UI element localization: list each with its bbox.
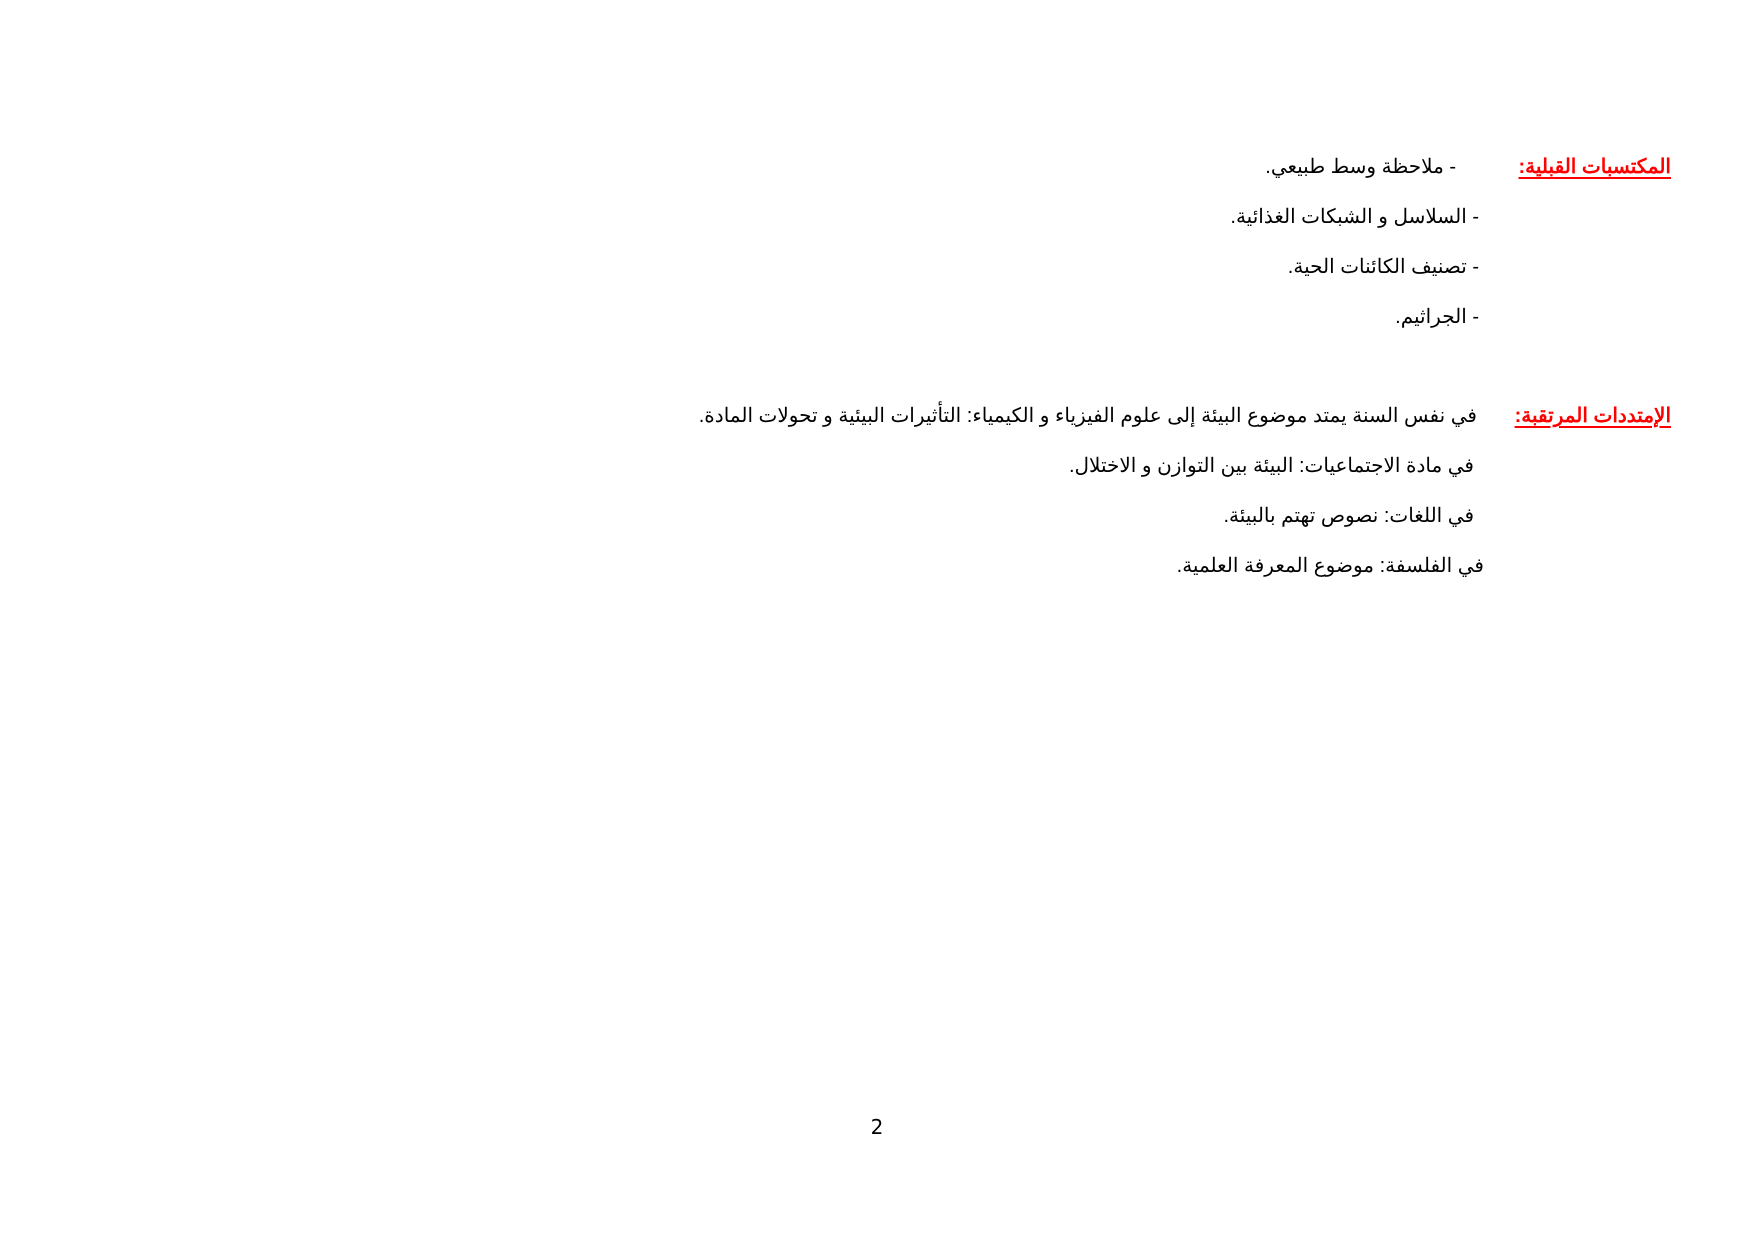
list-item: في مادة الاجتماعيات: البيئة بين التوازن و الاختلال. [1068, 455, 1474, 477]
page-number: 2 [870, 1115, 884, 1139]
list-item: - الجراثيم. [1395, 306, 1479, 328]
list-item: - تصنيف الكائنات الحية. [1287, 256, 1479, 278]
section-heading-prerequisites: المكتسبات القبلية: [1518, 156, 1671, 178]
list-item: - السلاسل و الشبكات الغذائية. [1230, 206, 1479, 228]
list-item: في الفلسفة: موضوع المعرفة العلمية. [1176, 555, 1484, 577]
list-item: في اللغات: نصوص تهتم بالبيئة. [1223, 505, 1474, 527]
list-item: في نفس السنة يمتد موضوع البيئة إلى علوم الفيزياء و الكيمياء: التأثيرات البيئية و تحولات المادة. [698, 405, 1477, 427]
list-item: - ملاحظة وسط طبيعي. [1265, 156, 1456, 178]
section-heading-extensions: الإمتددات المرتقبة: [1514, 405, 1671, 427]
